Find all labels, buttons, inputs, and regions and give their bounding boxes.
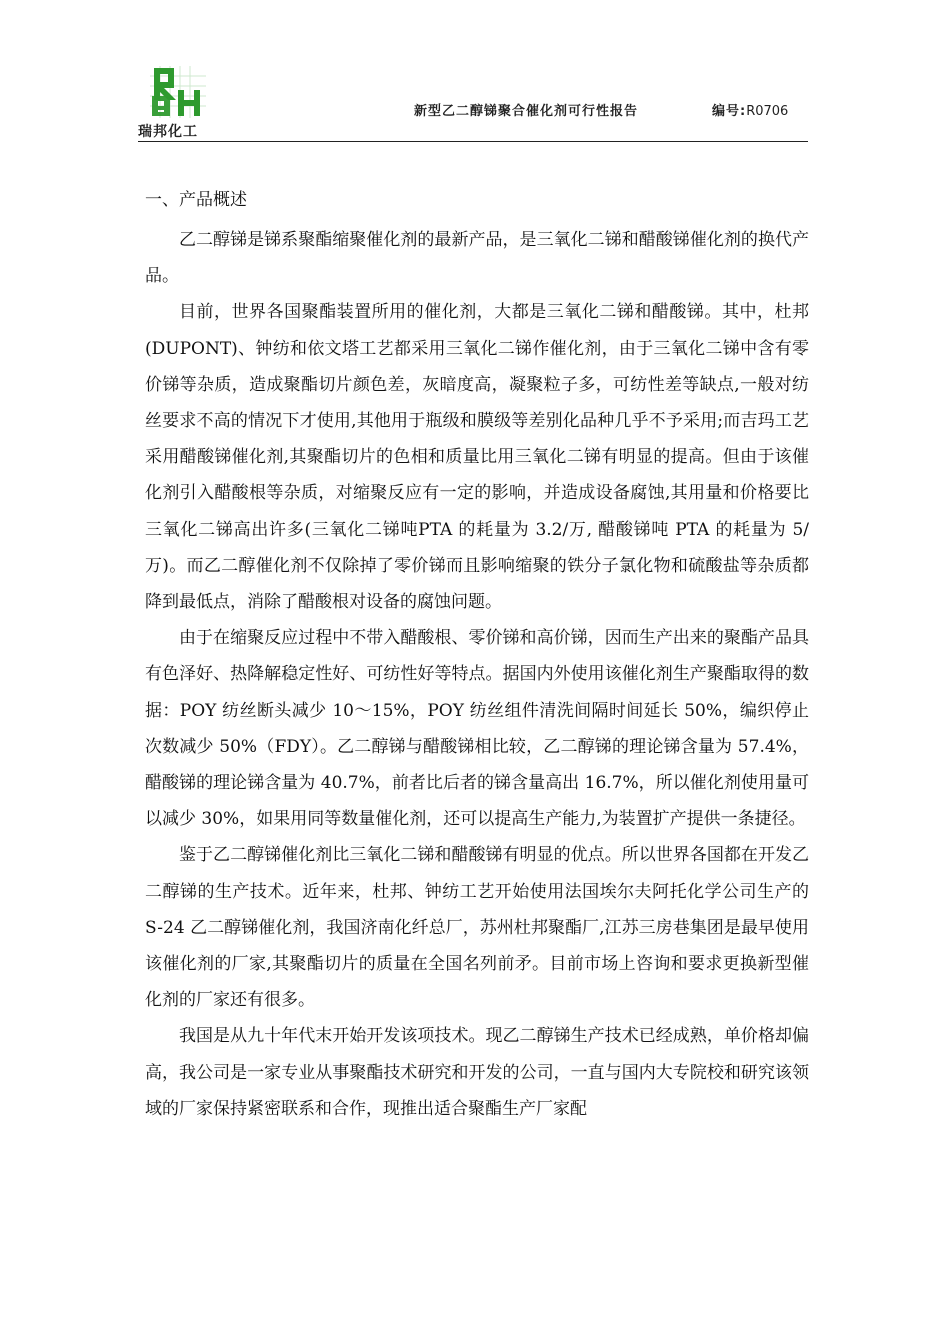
paragraph-1: 乙二醇锑是锑系聚酯缩聚催化剂的最新产品，是三氧化二锑和醋酸锑催化剂的换代产品。 (145, 230, 809, 287)
header-divider (138, 141, 808, 142)
report-number-value: R0706 (746, 104, 789, 119)
report-title: 新型乙二醇锑聚合催化剂可行性报告 (414, 104, 639, 119)
rbh-logo-icon (150, 66, 206, 118)
company-name: 瑞邦化工 (138, 124, 198, 140)
report-number (712, 100, 788, 119)
report-number-label: 编号: (712, 104, 747, 119)
document-body (145, 186, 809, 1127)
paragraph-4: 鉴于乙二醇锑催化剂比三氧化二锑和醋酸锑有明显的优点。所以世界各国都在开发乙二醇锑的生产技术。近年来，杜邦、钟纺工艺开始使用法国埃尔夫阿托化学公司生产的 S-24 乙二醇锑催化剂，我国济南化纤总厂，苏州杜邦聚酯厂,江苏三房巷集团是最早使用该催化剂的厂家,其聚酯切片的质量在全国名列前矛。目前市场上咨询和要求更换新型催化剂的厂家还有很多。 (145, 845, 809, 1011)
paragraph-5: 我国是从九十年代末开始开发该项技术。现乙二醇锑生产技术已经成熟，单价格却偏高，我公司是一家专业从事聚酯技术研究和开发的公司，一直与国内大专院校和研究该领域的厂家保持紧密联系和合作，现推出适合聚酯生产厂家配 (145, 1026, 809, 1119)
paragraph-3: 由于在缩聚反应过程中不带入醋酸根、零价锑和高价锑，因而生产出来的聚酯产品具有色泽好、热降解稳定性好、可纺性好等特点。据国内外使用该催化剂生产聚酯取得的数据：POY 纺丝断头减少 10～15%，POY 纺丝组件清洗间隔时间延长 50%，编织停止次数减少 50%（FDY）。乙二醇锑与醋酸锑相比较，乙二醇锑的理论锑含量为 57.4%，醋酸锑的理论锑含量为 40.7%，前者比后者的锑含量高出 16.7%，所以催化剂使用量可以减少 30%，如果用同等数量催化剂，还可以提高生产能力,为装置扩产提供一条捷径。 (145, 628, 809, 830)
paragraph-2: 目前，世界各国聚酯装置所用的催化剂，大都是三氧化二锑和醋酸锑。其中，杜邦(DUPONT)、钟纺和依文塔工艺都采用三氧化二锑作催化剂，由于三氧化二锑中含有零价锑等杂质，造成聚酯切片颜色差，灰暗度高，凝聚粒子多，可纺性差等缺点,一般对纺丝要求不高的情况下才使用,其他用于瓶级和膜级等差别化品种几乎不予采用;而吉玛工艺采用醋酸锑催化剂,其聚酯切片的色相和质量比用三氧化二锑有明显的提高。但由于该催化剂引入醋酸根等杂质，对缩聚反应有一定的影响，并造成设备腐蚀,其用量和价格要比三氧化二锑高出许多(三氧化二锑吨PTA 的耗量为 3.2/万, 醋酸锑吨 PTA 的耗量为 5/万)。而乙二醇催化剂不仅除掉了零价锑而且影响缩聚的铁分子氯化物和硫酸盐等杂质都降到最低点，消除了醋酸根对设备的腐蚀问题。 (145, 302, 809, 613)
company-logo (150, 66, 206, 118)
section-heading: 一、产品概述 (145, 190, 247, 210)
